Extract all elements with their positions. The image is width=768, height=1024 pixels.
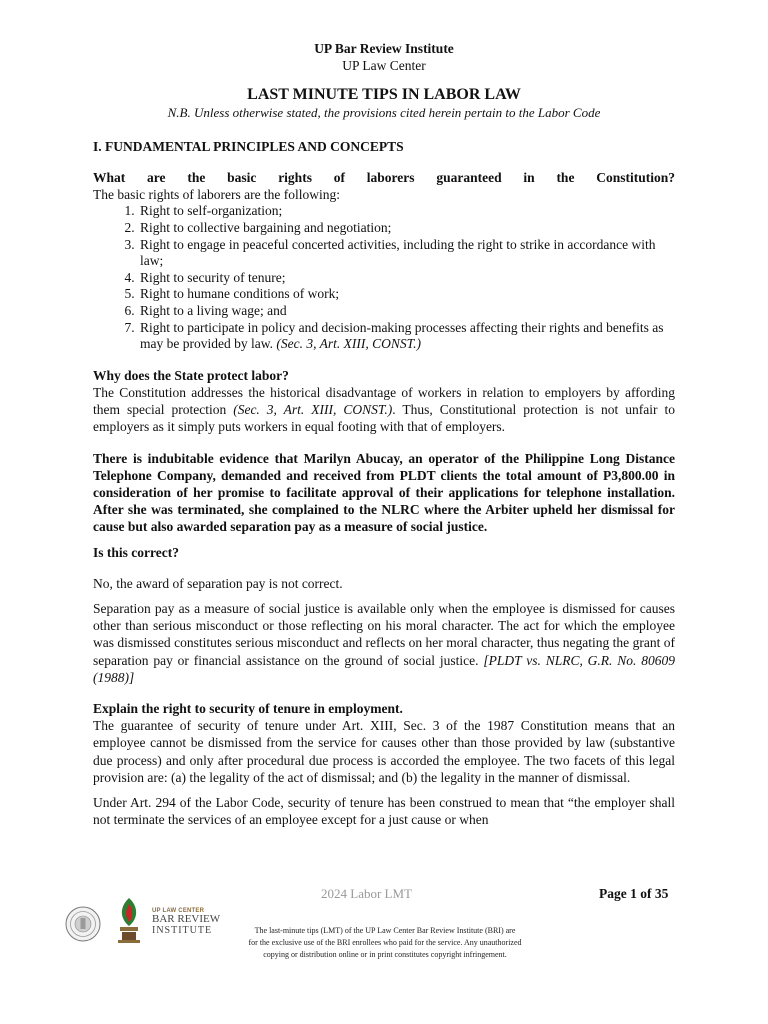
case-explanation [93,600,675,686]
page-number: Page 1 of 35 [599,886,669,901]
question-security-tenure: Explain the right to security of tenure in employment. [93,701,403,716]
answer-text: . Thus, Constitutional protection is not unfair to employers as it simply puts workers in equal footing with that of employers. [93,402,675,435]
case-facts: There is indubitable evidence that Marilyn Abucay, an operator of the Philippine Long Distance Telephone Company, demanded and received from PLDT clients the total amount of P3,800.00 in consideration of her promise to facilitate approval of their applications for telephone installation. After she was terminated, she complained to the NLRC where the Arbiter upheld her dismissal for cause but also awarded separation pay as a measure of social justice. [93,450,675,535]
answer-text: The Constitution addresses the historical disadvantage of workers in relation to employers by affording them special protection [93,384,675,418]
list-item: 1. Right to self-organization; [138,203,675,220]
list-item-text: Right to participate in policy and decision-making processes affecting their rights and benefits as may be provided by law. [140,319,664,352]
question-state-protect: Why does the State protect labor? [93,367,289,383]
list-item: 3. Right to engage in peaceful concerted activities, including the right to strike in accordance with law; [138,237,675,270]
list-item: 6. Right to a living wage; and [138,303,675,320]
notice-line: The last-minute tips (LMT) of the UP Law Center Bar Review Institute (BRI) are [254,926,516,935]
answer-state-protect [93,384,675,436]
case-question: Is this correct? [93,544,179,560]
up-seal-icon [65,906,101,942]
case-answer: No, the award of separation pay is not correct. [93,575,343,591]
list-item: 5. Right to humane conditions of work; [138,286,675,303]
answer-security-tenure: The guarantee of security of tenure under Art. XIII, Sec. 3 of the 1987 Constitution means that an employee cannot be dismissed from the service for causes other than those provided by law (substantive due process) and only after procedural due process is accorded the employee. The two facets of this legal provision are: (a) the legality of the act of dismissal; and (b) the legality in the manner of dismissal. [93,718,675,785]
document-note: N.B. Unless otherwise stated, the provisions cited herein pertain to the Labor Code [167,105,601,120]
rights-list [93,203,675,352]
footer-label: 2024 Labor LMT [321,886,412,901]
section-heading: I. FUNDAMENTAL PRINCIPLES AND CONCEPTS [93,139,404,154]
answer-text: Separation pay as a measure of social justice is available only when the employee is dismissed for causes other than serious misconduct or those reflecting on his moral character. The act for which the employee was dismissed constitutes serious misconduct and reflects on her moral character, thus negating the grant of separation pay or financial assistance on the ground of social justice. [93,600,675,668]
bri-logo-icon [114,896,144,946]
question-basic-rights: What are the basic rights of laborers guaranteed in the Constitution? [93,170,675,185]
list-item: 4. Right to security of tenure; [138,270,675,287]
copyright-notice [205,925,565,961]
notice-line: for the exclusive use of the BRI enrollees who paid for the service. Any unauthorized [248,938,522,947]
answer-intro: The basic rights of laborers are the following: [93,187,341,203]
center-name: UP Law Center [342,58,426,73]
citation: [PLDT vs. NLRC, G.R. No. 80609 (1988)] [93,652,676,685]
notice-line: copying or distribution online or in print constitutes copyright infringement. [263,950,507,959]
document-title: LAST MINUTE TIPS IN LABOR LAW [247,86,521,103]
document-header [93,40,675,74]
citation: (Sec. 3, Art. XIII, CONST.) [276,336,421,352]
answer-art-294: Under Art. 294 of the Labor Code, security of tenure has been construed to mean that “the employer shall not terminate the services of an employee except for a just cause or when [93,795,675,828]
logo-mid-text: BAR REVIEW [152,913,221,925]
citation: (Sec. 3, Art. XIII, CONST.) [233,402,393,418]
list-item: 2. Right to collective bargaining and negotiation; [138,220,675,237]
document-page [93,40,675,828]
logo-top-text: UP LAW CENTER [152,908,205,914]
logo-bot-text: INSTITUTE [152,925,213,936]
org-name: UP Bar Review Institute [314,41,454,56]
list-item [138,320,675,353]
